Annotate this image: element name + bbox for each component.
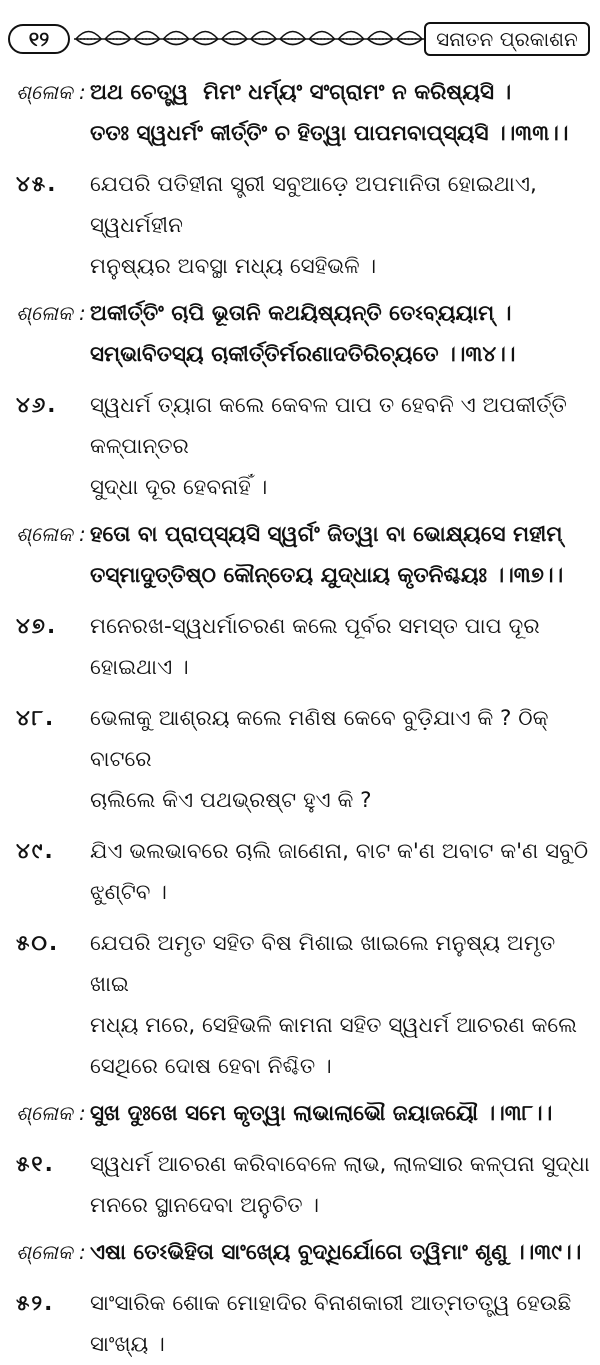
decorative-border-band [74, 26, 424, 52]
verse-line [16, 1232, 590, 1273]
item-number: ୪୬. [16, 393, 58, 418]
commentary-line [16, 606, 590, 688]
verse-line [16, 72, 590, 113]
item-number: ୪୫. [16, 172, 58, 197]
commentary-line [16, 1185, 590, 1226]
verse-line [16, 1093, 590, 1134]
verse-text: ଏଷା ତେଽଭିହିତା ସାଂଖ୍ୟେ ବୁଦ୍ଧିର୍ଯୋଗେ ତ୍ୱିମାଂ ଶୃଣୁ ।।୩୯।। [90, 1240, 582, 1265]
item-text: ସାଂସାରିକ ଶୋକ ମୋହାଦିର ବିନାଶକାରୀ ଆତ୍ମତତ୍ତ୍ୱ ହେଉଛି ସାଂଖ୍ୟ । [90, 1291, 579, 1357]
label-spacer [16, 246, 90, 287]
verse-text: ଅକୀର୍ତ୍ତିଂ ଚାପି ଭୂତାନି କଥୟିଷ୍ୟନ୍ତି ତେଽବ୍ୟୟାମ୍ । [90, 301, 512, 326]
label-spacer [16, 1005, 90, 1046]
verse-line [16, 293, 590, 334]
item-text: ମଧ୍ୟ ମରେ, ସେହିଭଳି କାମନା ସହିତ ସ୍ୱଧର୍ମ ଆଚରଣ କଲେ [90, 1013, 577, 1038]
item-text: ଝୁଣ୍ଟିବ । [90, 880, 167, 905]
commentary-line [16, 1283, 590, 1365]
verse-label: ଶ୍ଳୋକ : [16, 1240, 86, 1264]
verse-label: ଶ୍ଳୋକ : [16, 1101, 86, 1125]
item-text: ସୁଦ୍ଧା ଦୂର ହେବନାହିଁ । [90, 475, 268, 500]
verse-line [16, 555, 590, 596]
commentary-line [16, 698, 590, 780]
commentary-line [16, 164, 590, 246]
item-text: ମନରେ ସ୍ଥାନଦେବା ଅନୁଚିତ । [90, 1193, 320, 1218]
verse-line [16, 334, 590, 375]
item-text: ସ୍ୱଧର୍ମ ତ୍ୟାଗ କଲେ କେବଳ ପାପ ତ ହେବନି ଏ ଅପକୀର୍ତ୍ତି କଳ୍ପାନ୍ତର [90, 393, 574, 459]
verse-line [16, 113, 590, 154]
commentary-line [16, 831, 590, 872]
item-text: ଯେପରି ପତିହୀନା ସ୍ତ୍ରୀ ସବୁଆଡ଼େ ଅପମାନିତା ହୋଇଥାଏ, ସ୍ୱଧର୍ମହୀନ [90, 172, 544, 238]
commentary-line [16, 1144, 590, 1185]
label-spacer [16, 1185, 90, 1226]
label-spacer [16, 467, 90, 508]
item-number: ୫୧. [16, 1152, 55, 1177]
commentary-line [16, 923, 590, 1005]
item-text: ସ୍ୱଧର୍ମ ଆଚରଣ କରିବାବେଳେ ଲାଭ, ଲାଳସାର କଳ୍ପନା ସୁଦ୍ଧା [90, 1152, 590, 1177]
commentary-line [16, 780, 590, 821]
verse-label: ଶ୍ଳୋକ : [16, 522, 86, 546]
verse-label: ଶ୍ଳୋକ : [16, 80, 86, 104]
label-spacer [16, 555, 90, 596]
commentary-line [16, 385, 590, 467]
item-text: ମନୁଷ୍ୟର ଅବସ୍ଥା ମଧ୍ୟ ସେହିଭଳି । [90, 254, 377, 279]
label-spacer [16, 872, 90, 913]
item-text: ମନେରଖ-ସ୍ୱଧର୍ମାଚରଣ କଲେ ପୂର୍ବର ସମସ୍ତ ପାପ ଦୂର ହୋଇଥାଏ । [90, 614, 547, 680]
verse-text: ହତୋ ବା ପ୍ରାପ୍ସ୍ୟସି ସ୍ୱର୍ଗଂ ଜିତ୍ୱା ବା ଭୋକ୍ଷ୍ୟସେ ମହୀମ୍ [90, 522, 563, 547]
commentary-line [16, 1005, 590, 1046]
commentary-line [16, 246, 590, 287]
ornament-icon [74, 26, 424, 52]
item-number: ୪୭. [16, 614, 58, 639]
label-spacer [16, 113, 90, 154]
commentary-line [16, 467, 590, 508]
verse-label: ଶ୍ଳୋକ : [16, 301, 86, 325]
page-header [8, 18, 590, 60]
label-spacer [16, 334, 90, 375]
book-title: ସନାତନ ପ୍ରକାଶନ [424, 22, 590, 56]
item-number: ୪୮. [16, 706, 56, 731]
label-spacer [16, 780, 90, 821]
verse-line [16, 514, 590, 555]
item-number: ୪୯. [16, 839, 55, 864]
commentary-line [16, 1046, 590, 1087]
item-text: ଚାଲିଲେ କିଏ ପଥଭ୍ରଷ୍ଟ ହୁଏ କି ? [90, 788, 372, 813]
item-number: ୫୨. [16, 1291, 55, 1316]
page-content [16, 72, 590, 1365]
verse-text: ଅଥ ଚେତ୍ତ୍ୱ ମିମଂ ଧର୍ମ୍ୟଂ ସଂଗ୍ରାମଂ ନ କରିଷ୍ୟସି । [90, 80, 512, 105]
item-text: ଭେଳାକୁ ଆଶ୍ରୟ କଲେ ମଣିଷ କେବେ ବୁଡ଼ିଯାଏ କି ? ଠିକ୍ ବାଟରେ [90, 706, 556, 772]
verse-text: ସୁଖ ଦୁଃଖେ ସମେ କୃତ୍ୱା ଲାଭାଲାଭୌ ଜୟାଜୟୌ ।।୩୮।। [90, 1101, 553, 1126]
item-text: ଯିଏ ଭଲଭାବରେ ଚାଲି ଜାଣେନା, ବାଟ କ'ଣ ଅବାଟ କ'ଣ ସବୁଠି [90, 839, 589, 864]
verse-text: ତତଃ ସ୍ୱଧର୍ମଂ କୀର୍ତ୍ତିଂ ଚ ହିତ୍ୱା ପାପମବାପ୍ସ୍ୟସି ।।୩୩।। [90, 121, 569, 146]
page-number: ୧୨ [8, 24, 70, 54]
item-text: ସେଥିରେ ଦୋଷ ହେବା ନିଶ୍ଚିତ । [90, 1054, 332, 1079]
verse-text: ସମ୍ଭାବିତସ୍ୟ ଚାକୀର୍ତ୍ତିର୍ମରଣାଦତିରିଚ୍ୟତେ ।।୩୪।। [90, 342, 516, 367]
item-number: ୫୦. [16, 931, 60, 956]
verse-text: ତସ୍ମାଦୁତ୍ତିଷ୍ଠ କୌନ୍ତେୟ ଯୁଦ୍ଧାୟ କୃତନିଶ୍ଚୟଃ ।।୩୭।। [90, 563, 564, 588]
commentary-line [16, 872, 590, 913]
item-text: ଯେପରି ଅମୃତ ସହିତ ବିଷ ମିଶାଇ ଖାଇଲେ ମନୁଷ୍ୟ ଅମୃତ ଖାଇ [90, 931, 563, 997]
label-spacer [16, 1046, 90, 1087]
